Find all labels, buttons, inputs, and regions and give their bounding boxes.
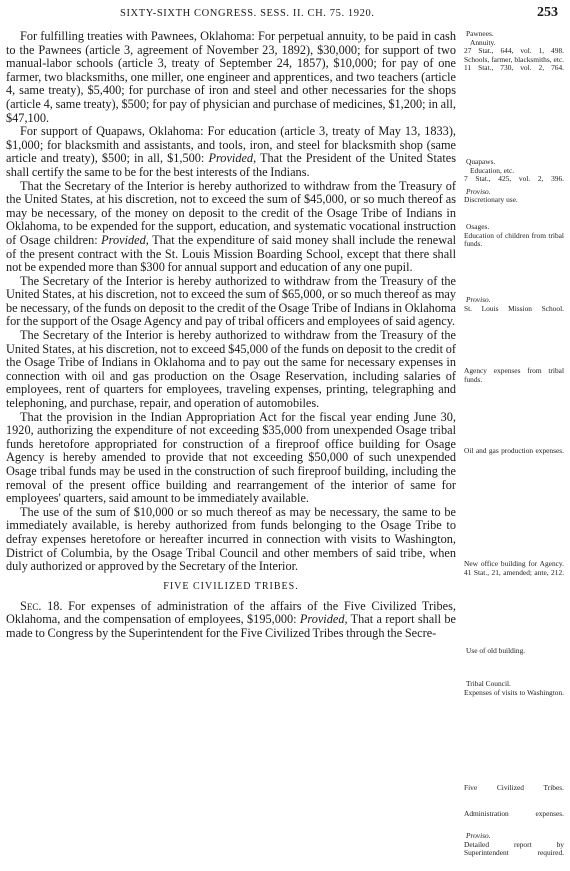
main-text: [6, 30, 456, 641]
paragraph-osage-education: That the Secretary of the Interior is hereby authorized to withdraw from the Treasury of the United States, at his discretion, not to exceed the sum of $45,000, or so much thereof as may be necessary, of the money on deposit to the credit of the Osage Tribe of Indians in Oklahoma, to be expended for the support, education, and systematic vocational instruction of Osage children: Provided, That the expenditure of said money shall include the renewal of the present contract with the St. Louis Mission Boarding School, except that there shall not be expended more than $300 for annual support and education of any one pupil.: [6, 178, 457, 275]
paragraph-office-building: That the provision in the Indian Appropriation Act for the fiscal year ending June 30, 1920, authorizing the expenditure of not exceeding $35,000 from unexpended Osage tribal funds heretofore appropriated for construction of a fireproof office building for Osage Agency is hereby amended to provide that not exceeding $50,000 of such unexpended Osage tribal funds may be used in the construction of such fireproof building, including the removal of the present office building and rearrangement of the interior of same for employees' quarters, said amount to be immediately available.: [6, 409, 456, 506]
margin-note-osages: Osages. Education of children from tribal funds.: [464, 222, 564, 249]
margin-note-quapaws: Quapaws. Education, etc. 7 Stat., 425, vol. 2, 396. Proviso. Discretionary use.: [464, 157, 564, 205]
page-header: [0, 6, 570, 22]
paragraph-quapaws: For support of Quapaws, Oklahoma: For education (article 3, treaty of May 13, 1833), $1,000; for blacksmith and assistants, and tools, iron, and steel for blacksmith shop (same article and treaty), $500; in all, $1,500: Provided, That the President of the United States shall certify the same to be for the best interests of the Indians.: [6, 124, 456, 179]
margin-note-tribal-council: Tribal Council. Expenses of visits to Washington.: [464, 679, 564, 697]
paragraph-agency-expenses: The Secretary of the Interior is hereby authorized to withdraw from the Treasury of the United States, at his discretion, not to exceed the sum of $65,000, or so much thereof as may be necessary, of the funds on deposit to the credit of the Osage Tribe of Indians in Oklahoma for the support of the Osage Agency and pay of tribal officers and employees of said agency.: [6, 273, 456, 329]
margin-note-detailed-report: Proviso. Detailed report by Superintendent required.: [464, 831, 564, 858]
paragraph-pawnees: For fulfilling treaties with Pawnees, Oklahoma: For perpetual annuity, to be paid in cash to the Pawnees (article 3, agreement of November 23, 1892), $30,000; for support of two manual-labor schools (article 3, treaty of September 24, 1857), $10,000; for pay of one farmer, two blacksmiths, one miller, one engineer and apprentices, and two teachers (article 4, same treaty), $5,400; for purchase of iron and steel and other necessaries for the shops (article 4, same treaty), $500; for pay of physician and purchase of medicines, $1,200; in all, $47,100.: [6, 29, 456, 125]
paragraph-tribal-council: The use of the sum of $10,000 or so much thereof as may be necessary, the same to be immediately available, is hereby authorized from funds belonging to the Osage Tribe to defray expenses heretofore or hereafter incurred in connection with visits to Washington, District of Columbia, by the Osage Tribal Council and other members of said tribe, when duly authorized or approved by the Secretary of the Interior.: [6, 504, 456, 574]
section-heading: FIVE CIVILIZED TRIBES.: [163, 580, 299, 592]
paragraph-section-18: Sec. 18. For expenses of administration of the affairs of the Five Civilized Tribes, Oklahoma, and the compensation of employees, $195,000: Provided, That a report shall be made to Congress by the Superintendent for the Five Civilized Tribes through the Secre-: [6, 598, 456, 640]
margin-note-oil-gas: Oil and gas production expenses.: [464, 446, 564, 455]
paragraph-oil-gas: The Secretary of the Interior is hereby authorized to withdraw from the Treasury of the United States, at his discretion, not to exceed $45,000 of the funds on deposit to the credit of the Osage Tribe of Indians in Oklahoma and to pay out the same for necessary expenses in connection with oil and gas production on the Osage Reservation, including salaries of employees, rent of quarters for employees, traveling expenses, printing, telegraphing and telephoning, and purchase, repair, and operation of automobiles.: [6, 328, 456, 411]
margin-note-agency: Agency expenses from tribal funds.: [464, 366, 564, 384]
margin-note-st-louis: Proviso. St. Louis Mission School.: [464, 295, 564, 313]
running-head: SIXTY-SIXTH CONGRESS. SESS. II. CH. 75. 1920.: [120, 8, 375, 19]
section-number: Sec. 18.: [20, 598, 63, 613]
margin-note-five-civilized: Five Civilized Tribes.: [464, 783, 564, 792]
margin-notes: [464, 30, 564, 865]
margin-note-administration: Administration expenses.: [464, 809, 564, 818]
margin-note-pawnees: Pawnees. Annuity. 27 Stat., 644, vol. 1, 498. Schools, farmer, blacksmiths, etc. 11 Stat., 730, vol. 2, 764.: [464, 29, 564, 73]
margin-note-old-building: Use of old building.: [466, 646, 526, 655]
margin-note-new-office: New office building for Agency. 41 Stat., 21, amended; ante, 212.: [464, 559, 564, 577]
page-number: 253: [537, 5, 558, 20]
